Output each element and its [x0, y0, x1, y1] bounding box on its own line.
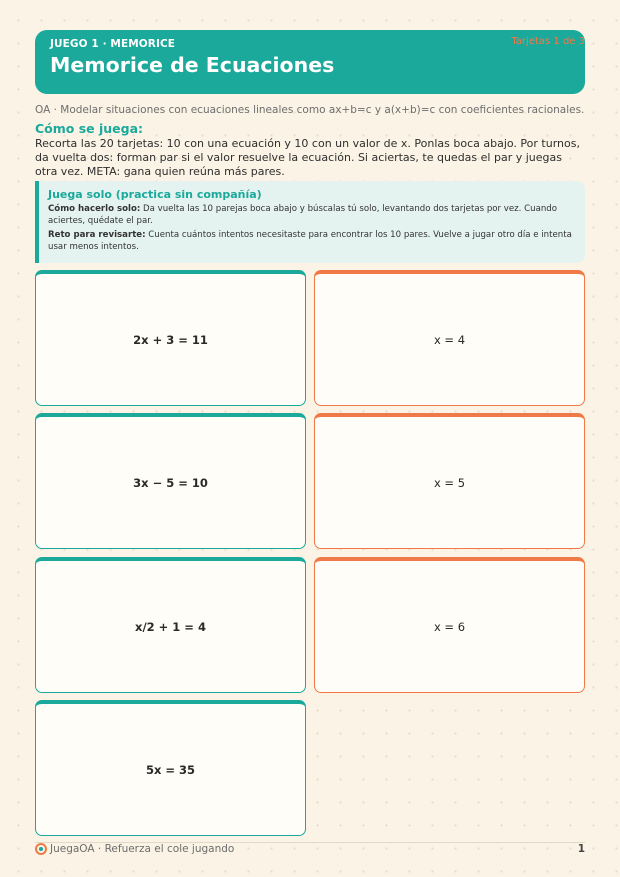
solo-challenge-label: Reto para revisarte:: [48, 230, 146, 240]
equation-card: 2x + 3 = 11: [35, 270, 306, 406]
answer-card: x = 6: [314, 557, 585, 693]
game-header: [35, 30, 585, 94]
game-kicker: JUEGO 1 · MEMORICE: [50, 38, 176, 50]
footer: [35, 843, 585, 859]
solo-play-title: Juega solo (practica sin compañía): [48, 188, 262, 201]
learning-objective: OA · Modelar situaciones con ecuaciones lineales como ax+b=c y a(x+b)=c con coeficientes racionales.: [35, 104, 585, 116]
page-title: Memorice de Ecuaciones: [50, 53, 335, 77]
solo-how-label: Cómo hacerlo solo:: [48, 204, 141, 214]
how-to-play-text: Recorta las 20 tarjetas: 10 con una ecuación y 10 con un valor de x. Ponlas boca abajo. Por turnos, da vuelta dos: forman par si el valor resuelve la ecuación. Si aciertas, te quedas el par y juegas otra vez. META: gana quien reúna más pares.: [35, 137, 580, 178]
footer-brand: JuegaOA · Refuerza el cole jugando: [50, 843, 235, 855]
equation-card: 5x = 35: [35, 700, 306, 836]
solo-challenge-paragraph: [48, 230, 573, 253]
answer-card: x = 4: [314, 270, 585, 406]
answer-card: x = 5: [314, 413, 585, 549]
solo-play-box: [35, 181, 585, 263]
cards-tag: Tarjetas 1 de 3: [511, 36, 585, 47]
page-number: 1: [577, 843, 585, 855]
brand-logo-icon: [35, 843, 47, 855]
how-to-play-title: Cómo se juega:: [35, 121, 144, 136]
solo-how-text: Da vuelta las 10 parejas boca abajo y búscalas tú solo, levantando dos tarjetas por vez. Cuando aciertes, quédate el par.: [48, 204, 558, 226]
solo-challenge-text: Cuenta cuántos intentos necesitaste para encontrar los 10 pares. Vuelve a jugar otro día e intenta usar menos intentos.: [48, 230, 572, 252]
solo-how-paragraph: [48, 204, 573, 227]
equation-card: x/2 + 1 = 4: [35, 557, 306, 693]
equation-card: 3x − 5 = 10: [35, 413, 306, 549]
